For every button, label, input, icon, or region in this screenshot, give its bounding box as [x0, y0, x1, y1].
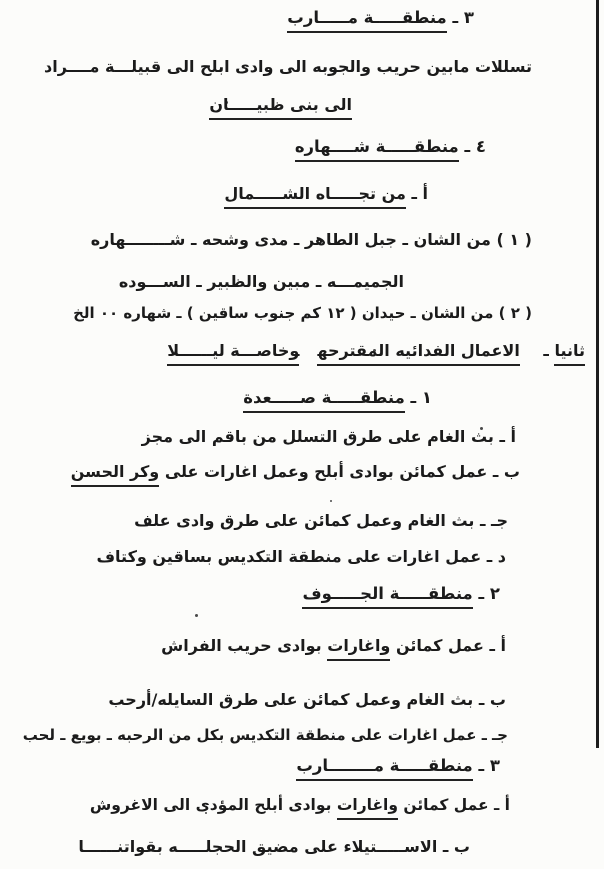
body-text: الجميمـــه ـ مبين والظبير ـ الســـوده — [118, 272, 404, 291]
underlined-word: واغارات — [327, 636, 390, 661]
underlined-word: واغارات — [337, 796, 398, 820]
jawf-item-a — [161, 636, 506, 655]
to-bani-dhabyan-line — [209, 95, 352, 114]
body-text: ب ـ بث الغام وعمل كمائن على طرق السايله/أرحب — [108, 690, 506, 709]
body-text: بوادى أبلح المؤدى الى الاغروش — [89, 796, 337, 814]
jawf-item-b — [108, 690, 506, 709]
body-text: أ ـ بث الغام على طرق التسلل من باقم الى مجز — [141, 427, 516, 446]
saada-item-b — [71, 462, 520, 481]
heading-title: منطقـــــة الجـــــوف — [302, 584, 472, 609]
heading-title: منطقـــــة مــــــــارب — [296, 756, 472, 781]
section-title-emphasis: وخاصـــة ليــــــلا — [167, 341, 299, 366]
heading-number: ٣ ـ — [446, 8, 474, 27]
section-secondly-heading — [167, 341, 585, 360]
item-letter: أ ـ — [405, 184, 428, 203]
heading-region-3-marib — [287, 8, 474, 27]
saada-item-d — [96, 547, 506, 566]
body-text: تسللات مابين حريب والجوبه الى وادى ابلح الى قبيلـــة مــــراد — [44, 57, 532, 76]
dash: ـ — [537, 341, 555, 360]
heading-number: ٣ ـ — [472, 756, 500, 775]
section-label: ثانيا — [554, 341, 585, 366]
saada-item-a — [142, 427, 516, 446]
marib-item-a — [90, 796, 510, 814]
underlined-place-name: وكر الحسن — [71, 462, 159, 487]
scan-speck — [330, 500, 332, 502]
jawf-item-j — [23, 726, 508, 744]
heading-number: ٢ ـ — [472, 584, 500, 603]
infiltration-routes-line — [44, 57, 532, 76]
body-text: بوادى حريب الفراش — [161, 636, 328, 655]
scan-edge-artifact — [596, 0, 599, 748]
body-text: ب ـ عمل كمائن بوادى أبلح وعمل اغارات على — [159, 462, 520, 481]
heading-title: منطقـــــة مـــــارب — [287, 8, 447, 33]
body-text: د ـ عمل اغارات على منطقة التكديس بساقين وكتاف — [96, 547, 506, 566]
body-text: ( ٢ ) من الشان ـ حيدان ( ١٢ كم جنوب ساقين ) ـ شهاره ٠٠ الخ — [73, 304, 532, 322]
subheading-text: من تجـــــاه الشـــــمال — [224, 184, 406, 209]
body-text: أ ـ عمل كمائن — [397, 796, 510, 814]
body-text: ( ١ ) من الشان ـ جبل الطاهر ـ مدى وشحه ـ شــــــــهاره — [90, 230, 532, 249]
heading-number: ١ ـ — [404, 388, 432, 407]
route-item-2 — [73, 304, 532, 322]
heading-area-1-saada — [243, 388, 432, 407]
route-item-1-continued — [119, 272, 404, 291]
saada-item-j — [134, 511, 508, 530]
subheading-from-the-north — [224, 184, 428, 203]
section-title: الاعمال الفدائيه المقترحه — [317, 341, 519, 366]
body-text: ب ـ الاســـــتيلاء على مضيق الحجلـــــه بقواتنــــــا — [78, 837, 470, 856]
body-text: أ ـ عمل كمائن — [390, 636, 506, 655]
heading-area-3-marib — [296, 756, 500, 775]
heading-title: منطقـــــة صـــــعدة — [243, 388, 405, 413]
body-text: جـ ـ بث الغام وعمل كمائن على طرق وادى علف — [134, 511, 508, 530]
heading-area-2-jawf — [302, 584, 500, 603]
body-text-underlined: الى بنى ظبيـــــان — [209, 95, 352, 120]
body-text: جـ ـ عمل اغارات على منطقة التكديس بكل من الرحبه ـ بويع ـ لحب — [22, 726, 508, 744]
heading-region-4-shahara — [295, 137, 486, 156]
marib-item-b — [78, 837, 470, 856]
route-item-1 — [91, 230, 532, 249]
heading-number: ٤ ـ — [458, 137, 486, 156]
heading-title: منطقـــــة شــــهاره — [295, 137, 459, 162]
scan-speck — [195, 614, 198, 617]
